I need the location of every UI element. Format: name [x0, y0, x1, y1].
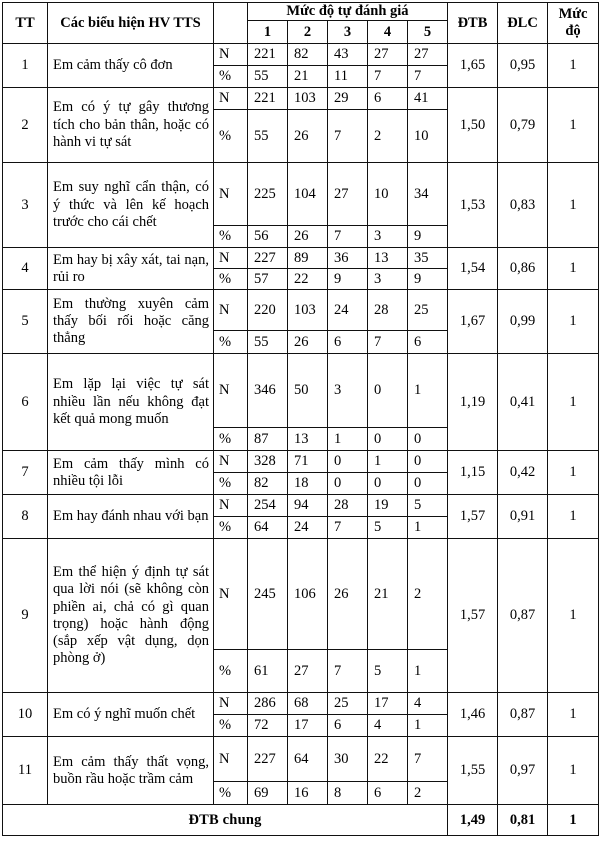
- table-row: [3, 44, 599, 66]
- cell-pct-1: 87: [248, 428, 288, 451]
- cell-muc-do: 1: [548, 290, 599, 354]
- cell-n-3: 43: [328, 44, 368, 66]
- cell-dtb: 1,53: [448, 163, 498, 248]
- cell-pct-3: 7: [328, 226, 368, 248]
- cell-tt: 10: [3, 693, 48, 737]
- header-muc-do: Mức độ: [548, 3, 599, 44]
- table-row: [3, 495, 599, 517]
- cell-n-2: 104: [288, 163, 328, 226]
- cell-description: Em hay đánh nhau với bạn: [48, 495, 214, 539]
- cell-n-1: 221: [248, 88, 288, 110]
- cell-measure-n: N: [214, 737, 248, 782]
- cell-measure-pct: %: [214, 331, 248, 354]
- cell-description: Em thể hiện ý định tự sát qua lời nói (sẽ không còn phiền ai, chả có gì quan trọng) hoặc hành động (sắp xếp vật dụng, dọn phòng ở): [48, 539, 214, 693]
- cell-dlc: 0,97: [498, 737, 548, 805]
- cell-n-5: 4: [408, 693, 448, 715]
- cell-pct-1: 61: [248, 650, 288, 693]
- cell-pct-2: 13: [288, 428, 328, 451]
- cell-dlc: 0,42: [498, 451, 548, 495]
- header-level-4: 4: [368, 21, 408, 44]
- cell-pct-3: 8: [328, 782, 368, 805]
- cell-tt: 5: [3, 290, 48, 354]
- cell-description: Em thường xuyên cảm thấy bối rối hoặc căng thẳng: [48, 290, 214, 354]
- cell-measure-n: N: [214, 693, 248, 715]
- header-level-5: 5: [408, 21, 448, 44]
- cell-measure-pct: %: [214, 517, 248, 539]
- cell-description: Em cảm thấy thất vọng, buồn rầu hoặc trầm cảm: [48, 737, 214, 805]
- cell-n-4: 0: [368, 354, 408, 428]
- cell-pct-1: 64: [248, 517, 288, 539]
- cell-n-4: 13: [368, 248, 408, 269]
- cell-tt: 11: [3, 737, 48, 805]
- cell-pct-2: 26: [288, 226, 328, 248]
- cell-n-5: 5: [408, 495, 448, 517]
- cell-measure-n: N: [214, 88, 248, 110]
- cell-muc-do: 1: [548, 163, 599, 248]
- cell-n-1: 286: [248, 693, 288, 715]
- cell-pct-2: 24: [288, 517, 328, 539]
- header-level-3: 3: [328, 21, 368, 44]
- cell-n-4: 17: [368, 693, 408, 715]
- cell-measure-pct: %: [214, 428, 248, 451]
- cell-tt: 6: [3, 354, 48, 451]
- cell-n-2: 50: [288, 354, 328, 428]
- cell-n-2: 64: [288, 737, 328, 782]
- cell-pct-5: 9: [408, 269, 448, 290]
- cell-n-1: 346: [248, 354, 288, 428]
- cell-n-5: 7: [408, 737, 448, 782]
- header-level-1: 1: [248, 21, 288, 44]
- cell-muc-do: 1: [548, 451, 599, 495]
- cell-muc-do: 1: [548, 495, 599, 539]
- cell-pct-2: 16: [288, 782, 328, 805]
- cell-n-5: 25: [408, 290, 448, 331]
- cell-pct-4: 2: [368, 110, 408, 163]
- cell-pct-2: 17: [288, 715, 328, 737]
- table-row: [3, 290, 599, 331]
- cell-pct-5: 1: [408, 517, 448, 539]
- cell-measure-n: N: [214, 290, 248, 331]
- cell-description: Em suy nghĩ cẩn thận, có ý thức và lên kế hoạch trước cho cái chết: [48, 163, 214, 248]
- cell-pct-3: 7: [328, 110, 368, 163]
- cell-dlc: 0,95: [498, 44, 548, 88]
- cell-pct-4: 4: [368, 715, 408, 737]
- cell-measure-pct: %: [214, 473, 248, 495]
- cell-n-1: 221: [248, 44, 288, 66]
- table-row: [3, 693, 599, 715]
- cell-pct-3: 7: [328, 650, 368, 693]
- cell-dtb: 1,57: [448, 495, 498, 539]
- cell-pct-2: 27: [288, 650, 328, 693]
- cell-pct-5: 1: [408, 650, 448, 693]
- cell-dlc: 0,87: [498, 539, 548, 693]
- header-dtb: ĐTB: [448, 3, 498, 44]
- cell-n-3: 36: [328, 248, 368, 269]
- cell-dtb: 1,57: [448, 539, 498, 693]
- cell-description: Em có ý tự gây thương tích cho bản thân, hoặc có hành vi tự sát: [48, 88, 214, 163]
- cell-tt: 1: [3, 44, 48, 88]
- cell-pct-5: 0: [408, 428, 448, 451]
- cell-pct-2: 26: [288, 110, 328, 163]
- cell-description: Em cảm thấy cô đơn: [48, 44, 214, 88]
- cell-tt: 8: [3, 495, 48, 539]
- cell-pct-1: 72: [248, 715, 288, 737]
- table-row: [3, 88, 599, 110]
- cell-muc-do: 1: [548, 44, 599, 88]
- table-row: [3, 248, 599, 269]
- cell-dtb: 1,50: [448, 88, 498, 163]
- table-row: [3, 737, 599, 782]
- cell-dtb: 1,54: [448, 248, 498, 290]
- header-description: Các biểu hiện HV TTS: [48, 3, 214, 44]
- cell-pct-4: 7: [368, 66, 408, 88]
- header-level-2: 2: [288, 21, 328, 44]
- cell-description: Em hay bị xây xát, tai nạn, rủi ro: [48, 248, 214, 290]
- cell-pct-1: 56: [248, 226, 288, 248]
- cell-n-3: 24: [328, 290, 368, 331]
- cell-measure-pct: %: [214, 66, 248, 88]
- cell-n-4: 21: [368, 539, 408, 650]
- cell-pct-4: 6: [368, 782, 408, 805]
- cell-dtb: 1,65: [448, 44, 498, 88]
- cell-measure-n: N: [214, 44, 248, 66]
- cell-pct-4: 3: [368, 269, 408, 290]
- cell-measure-n: N: [214, 539, 248, 650]
- cell-tt: 3: [3, 163, 48, 248]
- cell-dlc: 0,86: [498, 248, 548, 290]
- table-header: [3, 3, 599, 44]
- cell-n-5: 41: [408, 88, 448, 110]
- cell-measure-pct: %: [214, 110, 248, 163]
- footer-label: ĐTB chung: [3, 805, 448, 836]
- cell-measure-pct: %: [214, 782, 248, 805]
- cell-n-3: 30: [328, 737, 368, 782]
- cell-description: Em lặp lại việc tự sát nhiều lần nếu không đạt kết quả mong muốn: [48, 354, 214, 451]
- cell-description: Em cảm thấy mình có nhiều tội lỗi: [48, 451, 214, 495]
- cell-n-2: 82: [288, 44, 328, 66]
- cell-pct-1: 82: [248, 473, 288, 495]
- cell-muc-do: 1: [548, 693, 599, 737]
- cell-pct-3: 6: [328, 715, 368, 737]
- cell-tt: 4: [3, 248, 48, 290]
- cell-pct-4: 5: [368, 517, 408, 539]
- cell-n-5: 34: [408, 163, 448, 226]
- cell-n-4: 6: [368, 88, 408, 110]
- cell-dtb: 1,46: [448, 693, 498, 737]
- cell-measure-n: N: [214, 451, 248, 473]
- cell-pct-1: 57: [248, 269, 288, 290]
- cell-n-2: 94: [288, 495, 328, 517]
- cell-n-2: 71: [288, 451, 328, 473]
- cell-dlc: 0,91: [498, 495, 548, 539]
- cell-n-1: 227: [248, 737, 288, 782]
- cell-pct-3: 1: [328, 428, 368, 451]
- cell-tt: 7: [3, 451, 48, 495]
- cell-pct-3: 11: [328, 66, 368, 88]
- cell-n-1: 220: [248, 290, 288, 331]
- header-row-top: [3, 3, 599, 21]
- cell-pct-4: 0: [368, 473, 408, 495]
- cell-muc-do: 1: [548, 539, 599, 693]
- cell-n-4: 22: [368, 737, 408, 782]
- footer-muc-do: 1: [548, 805, 599, 836]
- cell-pct-5: 2: [408, 782, 448, 805]
- cell-pct-5: 7: [408, 66, 448, 88]
- cell-measure-n: N: [214, 163, 248, 226]
- table-row: [3, 354, 599, 428]
- cell-pct-3: 9: [328, 269, 368, 290]
- cell-n-2: 106: [288, 539, 328, 650]
- cell-n-4: 27: [368, 44, 408, 66]
- cell-pct-4: 7: [368, 331, 408, 354]
- cell-n-1: 225: [248, 163, 288, 226]
- cell-pct-1: 55: [248, 66, 288, 88]
- cell-n-3: 25: [328, 693, 368, 715]
- cell-n-5: 0: [408, 451, 448, 473]
- cell-pct-3: 0: [328, 473, 368, 495]
- cell-n-1: 254: [248, 495, 288, 517]
- cell-n-2: 89: [288, 248, 328, 269]
- cell-n-3: 28: [328, 495, 368, 517]
- header-dlc: ĐLC: [498, 3, 548, 44]
- footer-dlc: 0,81: [498, 805, 548, 836]
- cell-muc-do: 1: [548, 354, 599, 451]
- cell-pct-2: 18: [288, 473, 328, 495]
- cell-n-5: 35: [408, 248, 448, 269]
- cell-pct-2: 21: [288, 66, 328, 88]
- table-row: [3, 163, 599, 226]
- cell-dlc: 0,83: [498, 163, 548, 248]
- cell-n-3: 3: [328, 354, 368, 428]
- cell-measure-n: N: [214, 495, 248, 517]
- cell-n-5: 2: [408, 539, 448, 650]
- header-tt: TT: [3, 3, 48, 44]
- cell-pct-1: 55: [248, 110, 288, 163]
- footer-dtb: 1,49: [448, 805, 498, 836]
- cell-n-4: 1: [368, 451, 408, 473]
- table-row: [3, 539, 599, 650]
- cell-dtb: 1,55: [448, 737, 498, 805]
- cell-n-3: 29: [328, 88, 368, 110]
- cell-n-5: 27: [408, 44, 448, 66]
- cell-muc-do: 1: [548, 248, 599, 290]
- cell-dtb: 1,67: [448, 290, 498, 354]
- cell-pct-4: 3: [368, 226, 408, 248]
- cell-n-1: 328: [248, 451, 288, 473]
- table-footer-row: [3, 805, 599, 836]
- cell-n-3: 27: [328, 163, 368, 226]
- cell-n-3: 26: [328, 539, 368, 650]
- cell-dlc: 0,79: [498, 88, 548, 163]
- cell-dtb: 1,19: [448, 354, 498, 451]
- cell-pct-2: 26: [288, 331, 328, 354]
- cell-pct-3: 7: [328, 517, 368, 539]
- cell-tt: 2: [3, 88, 48, 163]
- cell-n-1: 245: [248, 539, 288, 650]
- cell-measure-pct: %: [214, 269, 248, 290]
- cell-n-4: 19: [368, 495, 408, 517]
- cell-measure-pct: %: [214, 650, 248, 693]
- cell-measure-pct: %: [214, 715, 248, 737]
- cell-pct-5: 1: [408, 715, 448, 737]
- cell-n-5: 1: [408, 354, 448, 428]
- cell-pct-1: 55: [248, 331, 288, 354]
- cell-tt: 9: [3, 539, 48, 693]
- cell-muc-do: 1: [548, 737, 599, 805]
- cell-measure-n: N: [214, 248, 248, 269]
- cell-pct-1: 69: [248, 782, 288, 805]
- cell-dlc: 0,87: [498, 693, 548, 737]
- cell-pct-5: 9: [408, 226, 448, 248]
- cell-n-2: 103: [288, 290, 328, 331]
- cell-measure-n: N: [214, 354, 248, 428]
- cell-dtb: 1,15: [448, 451, 498, 495]
- cell-pct-3: 6: [328, 331, 368, 354]
- cell-description: Em có ý nghĩ muốn chết: [48, 693, 214, 737]
- cell-n-4: 10: [368, 163, 408, 226]
- table-body: [3, 44, 599, 836]
- header-measure-type: [214, 3, 248, 44]
- cell-pct-5: 0: [408, 473, 448, 495]
- cell-n-2: 103: [288, 88, 328, 110]
- cell-pct-2: 22: [288, 269, 328, 290]
- cell-dlc: 0,99: [498, 290, 548, 354]
- cell-pct-4: 5: [368, 650, 408, 693]
- cell-n-3: 0: [328, 451, 368, 473]
- table-row: [3, 451, 599, 473]
- header-scale-group: Mức độ tự đánh giá: [248, 3, 448, 21]
- cell-pct-4: 0: [368, 428, 408, 451]
- cell-n-4: 28: [368, 290, 408, 331]
- cell-n-1: 227: [248, 248, 288, 269]
- cell-pct-5: 10: [408, 110, 448, 163]
- suicidal-behavior-statistics-table: [2, 2, 599, 836]
- cell-measure-pct: %: [214, 226, 248, 248]
- cell-dlc: 0,41: [498, 354, 548, 451]
- cell-pct-5: 6: [408, 331, 448, 354]
- cell-muc-do: 1: [548, 88, 599, 163]
- cell-n-2: 68: [288, 693, 328, 715]
